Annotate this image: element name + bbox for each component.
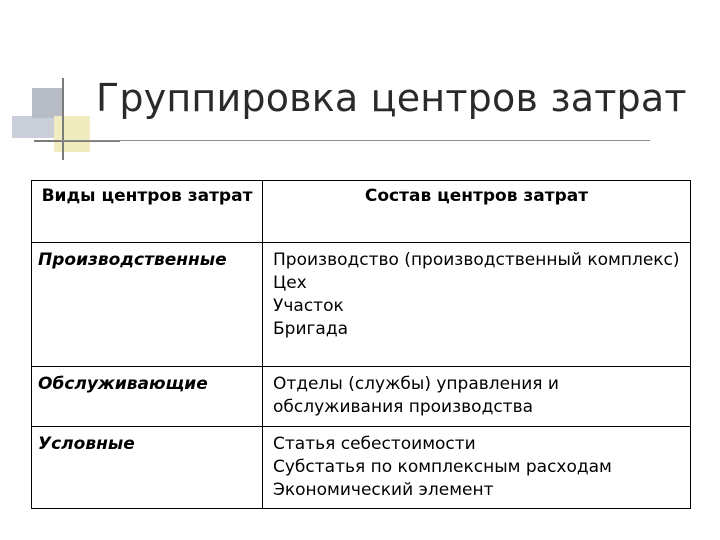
composition-item: Экономический элемент [273, 480, 494, 500]
composition-item: Производство (производственный комплекс) [273, 250, 680, 270]
row-kind-cell: Обслуживающие [32, 367, 263, 427]
composition-item: Бригада [273, 319, 349, 339]
table-row [32, 367, 691, 427]
row-composition-cell [263, 367, 691, 427]
slide-title: Группировка центров затрат [96, 76, 687, 120]
composition-item: Участок [273, 296, 344, 316]
composition-item: Цех [273, 273, 307, 293]
decor-yellow-square [54, 116, 90, 152]
table-header-row [32, 181, 691, 243]
decor-gray-square [32, 88, 64, 118]
row-kind-cell: Условные [32, 427, 263, 509]
row-kind-cell: Производственные [32, 243, 263, 367]
table-row [32, 427, 691, 509]
table-row [32, 243, 691, 367]
cost-centers-table [31, 180, 691, 509]
title-underline [60, 140, 650, 141]
header-cost-center-composition: Состав центров затрат [263, 181, 691, 243]
composition-item: Отделы (службы) управления и обслуживания производства [273, 374, 559, 417]
composition-item: Субстатья по комплексным расходам [273, 457, 612, 477]
row-composition-cell [263, 427, 691, 509]
header-cost-center-types: Виды центров затрат [32, 181, 263, 243]
row-composition-cell [263, 243, 691, 367]
composition-item: Статья себестоимости [273, 434, 476, 454]
decor-vertical-line [62, 78, 64, 160]
